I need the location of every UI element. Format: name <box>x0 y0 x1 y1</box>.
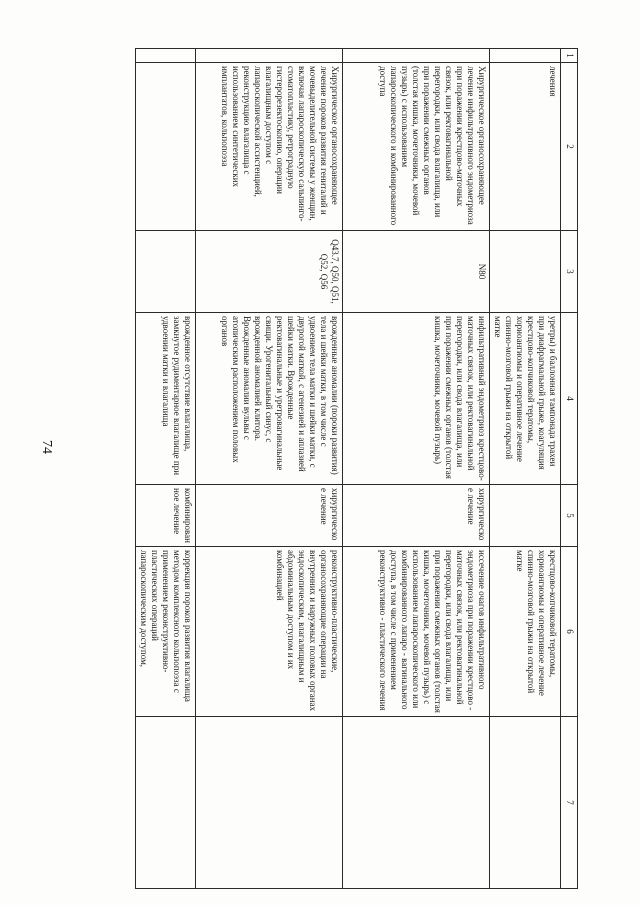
table-row <box>196 49 343 889</box>
cell-number <box>490 49 561 63</box>
cell-number <box>196 49 343 63</box>
cell-method: лечения <box>490 63 561 231</box>
table-row <box>343 49 490 889</box>
cell-treatment-type: хирургическое лечение <box>343 485 490 547</box>
table-row <box>490 49 561 889</box>
cell-method: Хирургическое органосохраняющее лечение пороков развития гениталий и мочевыделительной системы у женщин, включая лапароскопическую сальпинго-стоматопластику, ретроградную гистерорезектоскопию, операции влагалищным доступом с лапароскопической ассистенцией, реконструкцию влагалища с использованием синтетических имплантатов, кольпопоэза <box>196 63 343 231</box>
cell-icd-code <box>490 231 561 313</box>
cell-treatment-method: коррекция пороков развития влагалища методом комплексного кольпопоэза с применением реконструктивно-пластических операций лапароскопическим доступом, <box>136 547 196 717</box>
header-cell-2: 2 <box>561 63 578 231</box>
cell-model: врожденные аномалии (пороки развития) тела и шейки матки, в том числе с удвоением тела матки и шейки матки, с двурогой маткой, с агенезией и аплазией шейки матки. Врожденные ректовагинальные и уретровагинальные свищи. Урогенитальный синус, с врожденной аномалией клитора. Врожденные аномалии вульвы с атопическим расположением половых органов <box>196 313 343 485</box>
page-number: 74 <box>39 440 54 454</box>
cell-model: уретры) и баллонная тампонада трахеи при диафрагмальной грыже, коагуляция крестцово-копчиковой тератомы, хориоангиомы и оперативное лечение спинно-мозговой грыжи на открытой матке <box>490 313 561 485</box>
header-cell-4: 4 <box>561 313 578 485</box>
cell-model: инфильтративный эндометриоз крестцово-маточных связок, или ректовагинальной перегородки, или свода влагалища, или при поражении смежных органов (толстая кишка, мочеточники, мочевой пузырь) <box>343 313 490 485</box>
cell-treatment-type: комбинированное лечение <box>136 485 196 547</box>
cell-method: Хирургическое органосохраняющее лечение инфильтративного эндометриоза при поражении крестцово-маточных связок, или ректовагинальной перегородки, или свода влагалища, или при поражении смежных органов (толстая кишка, мочеточники, мочевой пузырь) с использованием лапароскопического и комбинированного доступа <box>343 63 490 231</box>
cell-number <box>343 49 490 63</box>
cell-treatment-method: крестцово-копчиковой тератомы, хориоангиомы и оперативное лечение спинно-мозговой грыжи на открытой матке <box>490 547 561 717</box>
cell-icd-code: Q43.7, Q50, Q51, Q52, Q56 <box>196 231 343 313</box>
table-header-row <box>561 49 578 889</box>
cell-treatment-method: иссечение очагов инфильтративного эндометриоза при поражении крестцово - маточных связок, или ректовагинальной перегородки, или свода влагалища, или при поражении смежных органов (толстая кишка, мочеточники, мочевой пузырь) с использованием лапароскопического или комбинированного лапаро - вагинального доступа, в том числе с применением реконструктивно - пластического лечения <box>343 547 490 717</box>
cell-standard <box>343 717 490 889</box>
cell-number <box>136 49 196 63</box>
table-row <box>136 49 196 889</box>
cell-standard <box>490 717 561 889</box>
cell-model: врожденное отсутствие влагалища, замкнутое рудиментарное влагалище при удвоении матки и влагалища <box>136 313 196 485</box>
cell-method <box>136 63 196 231</box>
cell-standard <box>196 717 343 889</box>
header-cell-6: 6 <box>561 547 578 717</box>
cell-icd-code <box>136 231 196 313</box>
header-cell-3: 3 <box>561 231 578 313</box>
cell-icd-code: N80 <box>343 231 490 313</box>
cell-treatment-type: хирургическое лечение <box>196 485 343 547</box>
header-cell-1: 1 <box>561 49 578 63</box>
cell-standard <box>136 717 196 889</box>
medical-care-table <box>135 48 578 889</box>
cell-treatment-method: реконструктивно-пластические, органосохраняющие операции на внутренних и наружных половых органах эндоскопическим, влагалищным и абдоминальным доступом и их комбинацией <box>196 547 343 717</box>
header-cell-5: 5 <box>561 485 578 547</box>
header-cell-7: 7 <box>561 717 578 889</box>
cell-treatment-type <box>490 485 561 547</box>
